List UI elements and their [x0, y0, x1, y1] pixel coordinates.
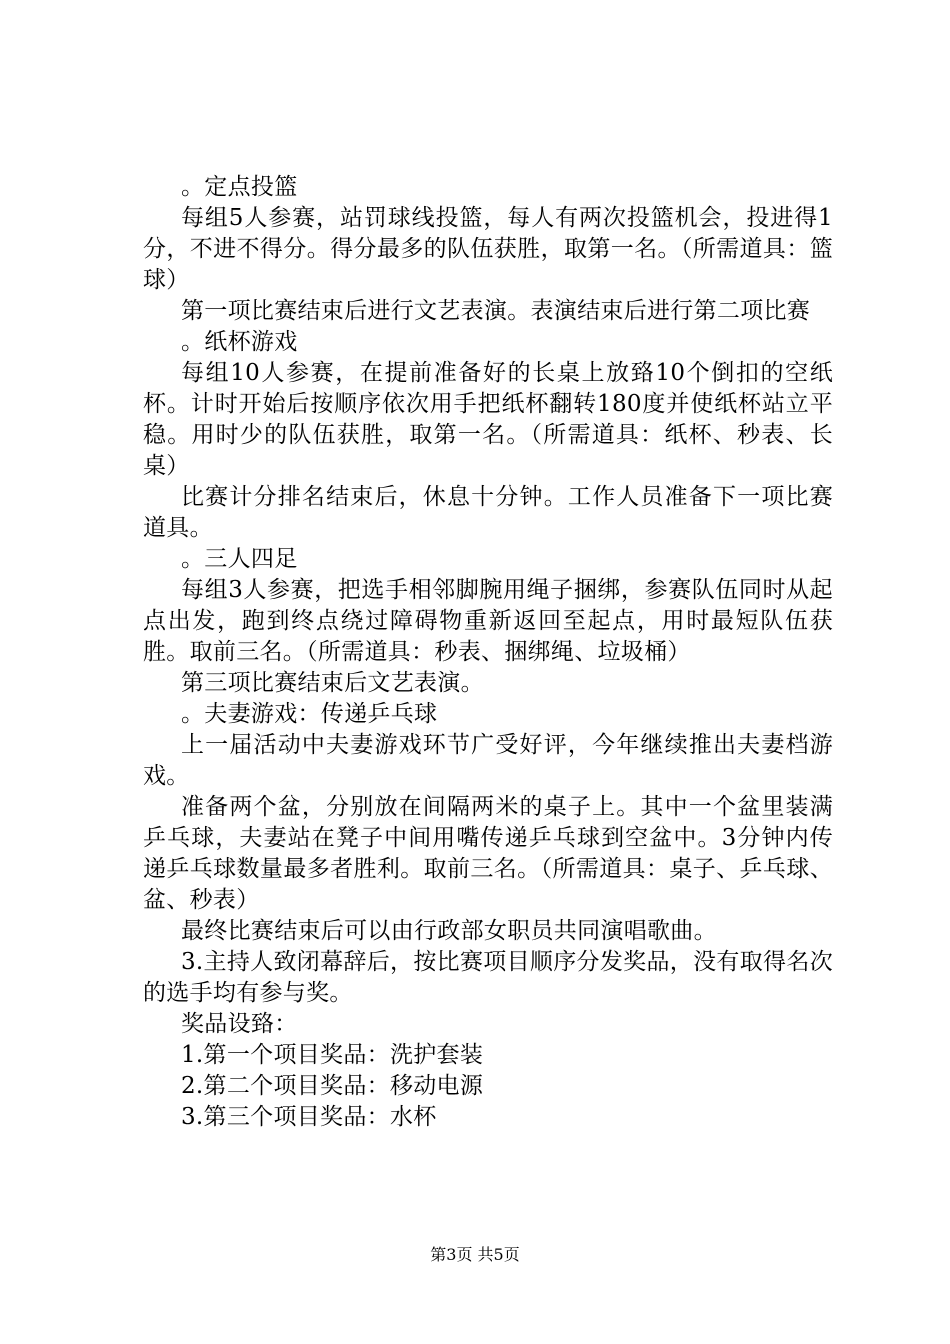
prize-heading: 奖品设臵：: [181, 1011, 298, 1037]
paragraph: 每组10人参赛，在提前准备好的长桌上放臵10个倒扣的空纸杯。计时开始后按顺序依次用手把纸杯翻转180度并使纸杯站立平稳。用时少的队伍获胜，取第一名。（所需道具：纸杯、秒表、长桌）: [143, 360, 833, 479]
section-heading: 。定点投篮: [181, 174, 298, 200]
paragraph: 最终比赛结束后可以由行政部女职员共同演唱歌曲。: [181, 918, 717, 944]
paragraph: 比赛计分排名结束后，休息十分钟。工作人员准备下一项比赛道具。: [143, 484, 833, 541]
section-heading: 。纸杯游戏: [181, 329, 298, 355]
page-number-footer: 第3页 共5页: [430, 1245, 520, 1264]
paragraph: 第一项比赛结束后进行文艺表演。表演结束后进行第二项比赛: [181, 298, 811, 324]
paragraph: 每组5人参赛，站罚球线投篮，每人有两次投篮机会，投进得1分，不进不得分。得分最多的队伍获胜，取第一名。（所需道具：篮球）: [143, 205, 833, 293]
document-body: [143, 172, 833, 1133]
paragraph: 准备两个盆，分别放在间隔两米的桌子上。其中一个盆里装满乒乓球，夫妻站在凳子中间用嘴传递乒乓球到空盆中。3分钟内传递乒乓球数量最多者胜利。取前三名。（所需道具：桌子、乒乓球、盆、秒表）: [143, 794, 833, 913]
section-heading: 。三人四足: [181, 546, 298, 572]
section-heading: 。夫妻游戏：传递乒乓球: [181, 701, 438, 727]
prize-item: 1.第一个项目奖品：洗护套装: [181, 1042, 484, 1068]
paragraph: 每组3人参赛，把选手相邻脚腕用绳子捆绑，参赛队伍同时从起点出发，跑到终点绕过障碍物重新返回至起点，用时最短队伍获胜。取前三名。（所需道具：秒表、捆绑绳、垃圾桶）: [143, 577, 833, 665]
prize-item: 2.第二个项目奖品：移动电源: [181, 1073, 484, 1099]
paragraph: 第三项比赛结束后文艺表演。: [181, 670, 484, 696]
paragraph: 上一届活动中夫妻游戏环节广受好评，今年继续推出夫妻档游戏。: [143, 732, 833, 789]
prize-item: 3.第三个项目奖品：水杯: [181, 1104, 437, 1130]
paragraph: 3.主持人致闭幕辞后，按比赛项目顺序分发奖品，没有取得名次的选手均有参与奖。: [143, 949, 833, 1006]
